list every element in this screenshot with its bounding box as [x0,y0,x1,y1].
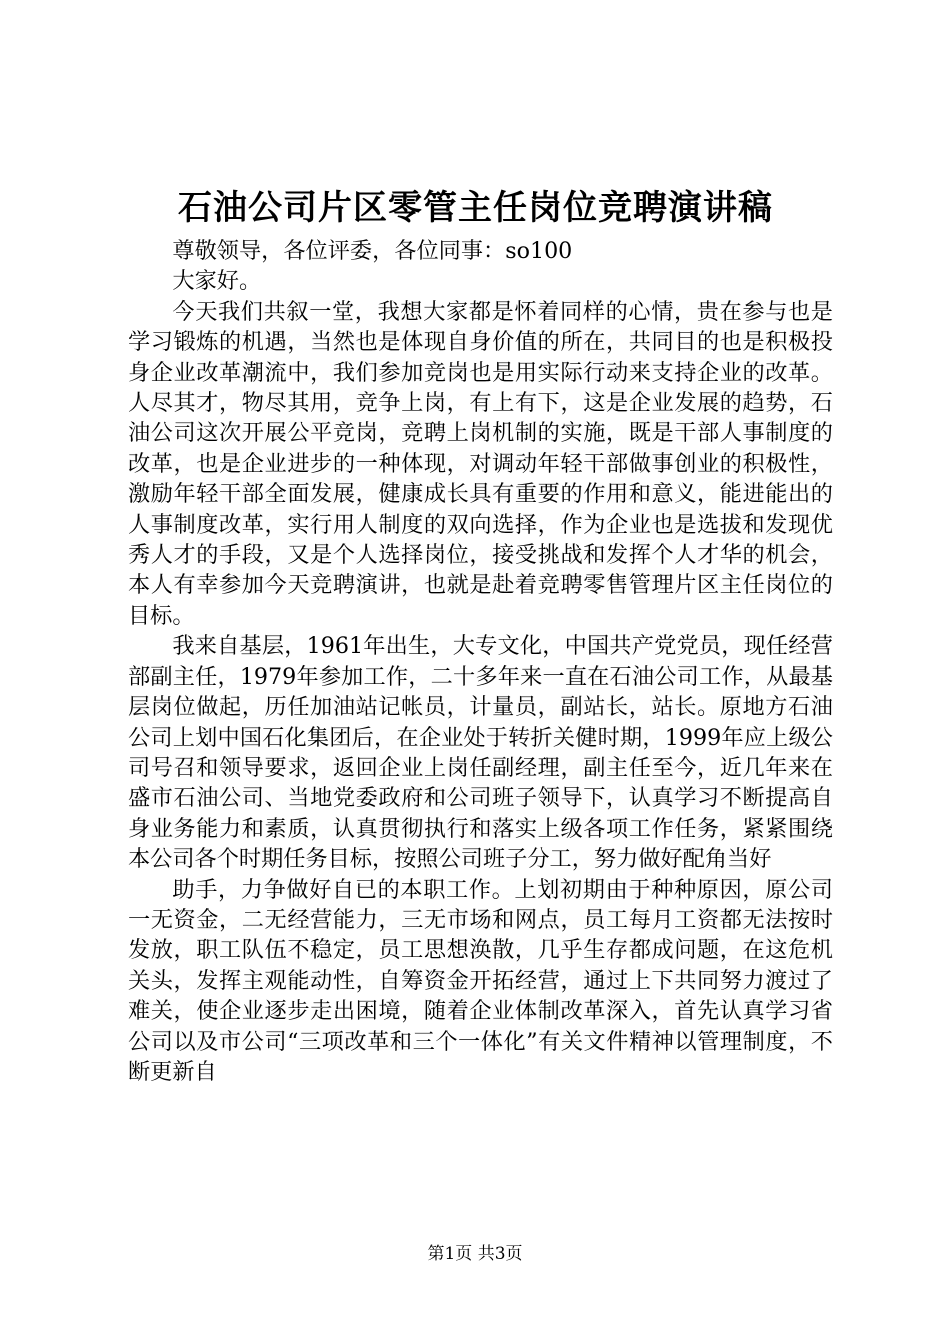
document-body [128,236,833,1087]
salutation: 尊敬领导，各位评委，各位同事：so100 [172,238,573,264]
body-paragraph: 助手，力争做好自已的本职工作。上划初期由于种种原因，原公司一无资金，二无经营能力，三无市场和网点，员工每月工资都无法按时发放，职工队伍不稳定，员工思想涣散，几乎生存都成问题，在这危机关头，发挥主观能动性，自筹资金开拓经营，通过上下共同努力渡过了难关，使企业逐步走出困境，随着企业体制改革深入，首先认真学习省公司以及市公司“三项改革和三个一体化”有关文件精神以管理制度，不断更新自 [128,876,833,1085]
greeting: 大家好。 [172,268,262,295]
body-paragraph: 今天我们共叙一堂，我想大家都是怀着同样的心情，贵在参与也是学习锻炼的机遇，当然也是体现自身价值的所在，共同目的也是积极投身企业改革潮流中，我们参加竞岗也是用实际行动来支持企业的改革。人尽其才，物尽其用，竞争上岗，有上有下，这是企业发展的趋势，石油公司这次开展公平竞岗，竞聘上岗机制的实施，既是干部人事制度的改革，也是企业进步的一种体现，对调动年轻干部做事创业的积极性，激励年轻干部全面发展，健康成长具有重要的作用和意义，能进能出的人事制度改革，实行用人制度的双向选择，作为企业也是选拔和发现优秀人才的手段，又是个人选择岗位，接受挑战和发挥个人才华的机会，本人有幸参加今天竞聘演讲，也就是赴着竞聘零售管理片区主任岗位的目标。 [128,298,833,629]
document-title: 石油公司片区零管主任岗位竞聘演讲稿 [178,188,773,228]
page-number-footer: 第1页 共3页 [427,1244,523,1264]
body-paragraph: 我来自基层，1961年出生，大专文化，中国共产党党员，现任经营部副主任，1979年参加工作，二十多年来一直在石油公司工作，从最基层岗位做起，历任加油站记帐员，计量员，副站长，站长。原地方石油公司上划中国石化集团后，在企业处于转折关健时期，1999年应上级公司号召和领导要求，返回企业上岗任副经理，副主任至今，近几年来在盛市石油公司、当地党委政府和公司班子领导下，认真学习不断提高自身业务能力和素质，认真贯彻执行和落实上级各项工作任务，紧紧围绕本公司各个时期任务目标，按照公司班子分工，努力做好配角当好 [128,633,833,873]
